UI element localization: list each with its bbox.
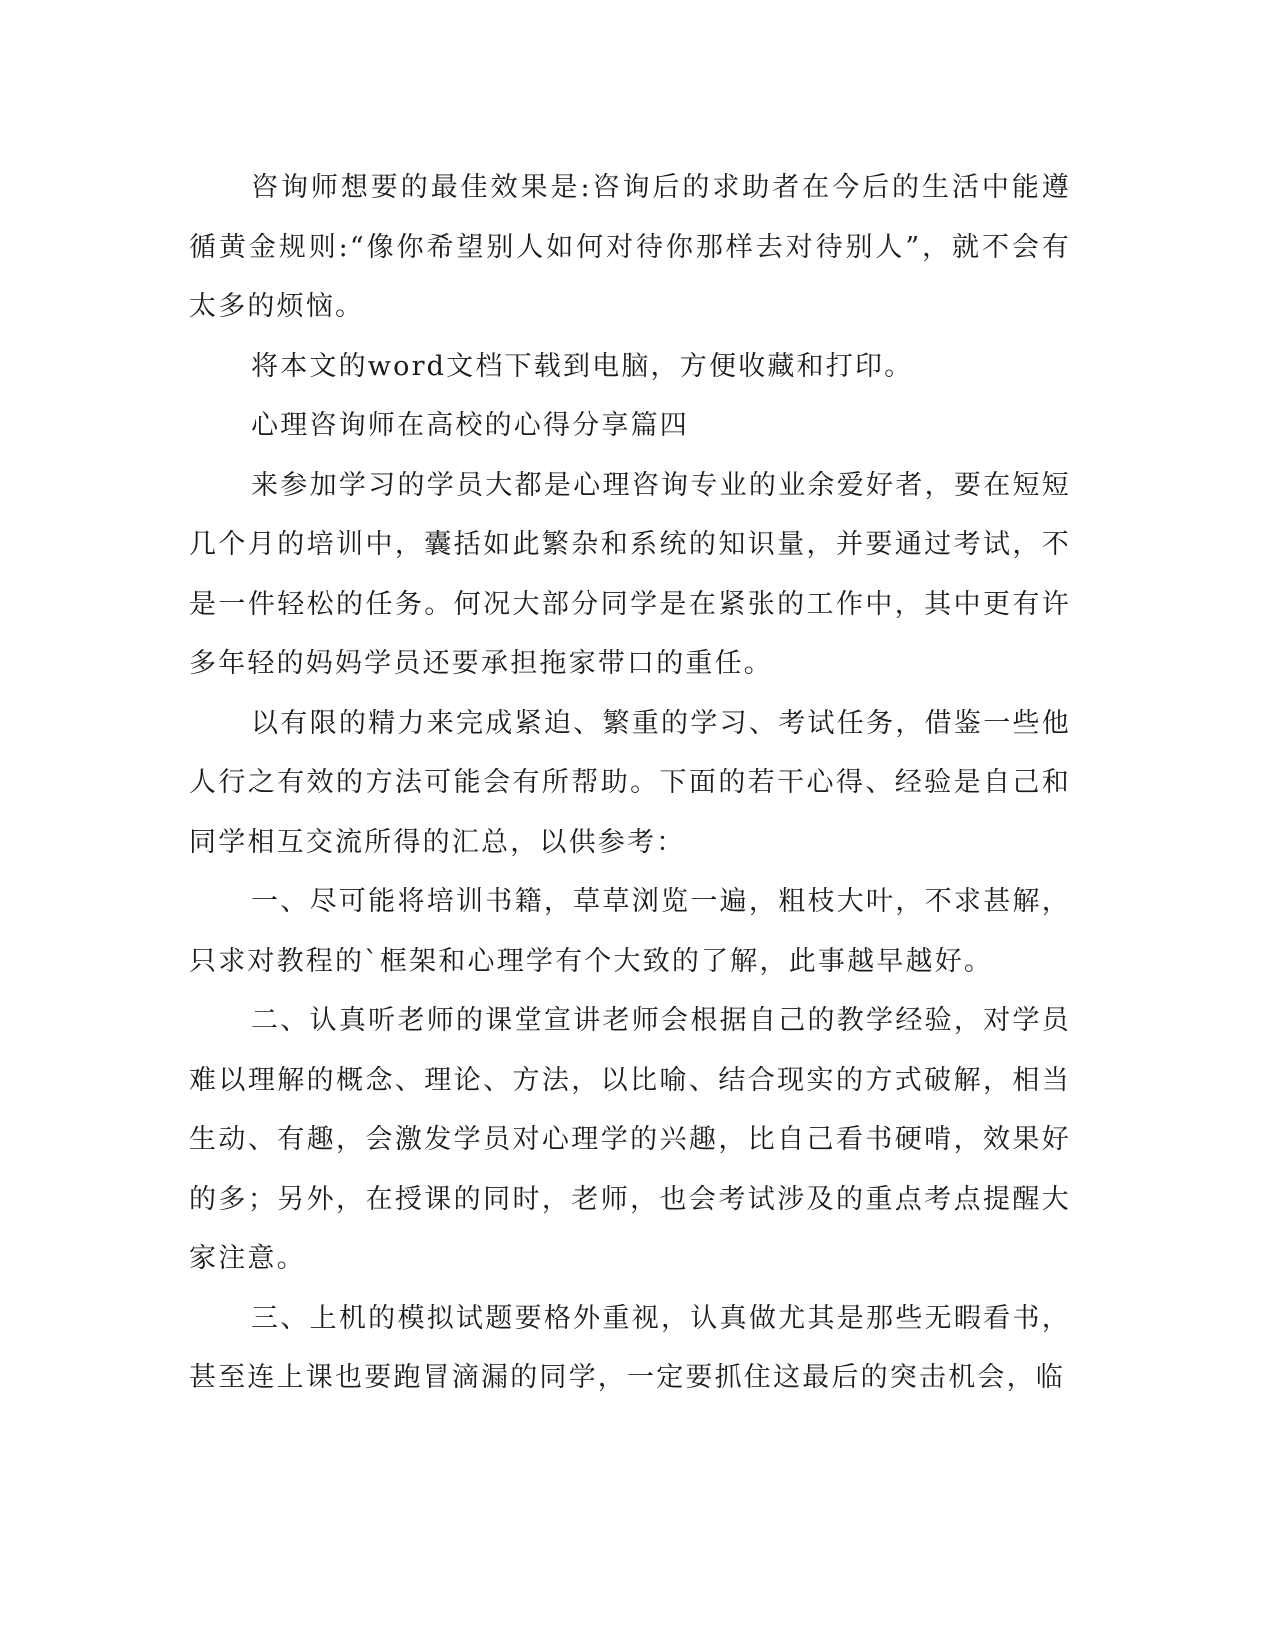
paragraph-3: 来参加学习的学员大都是心理咨询专业的业余爱好者，要在短短几个月的培训中，囊括如此繁杂和系统的知识量，并要通过考试，不是一件轻松的任务。何况大部分同学是在紧张的工作中，其中更有许多年轻的妈妈学员还要承担拖家带口的重任。 <box>189 469 1071 679</box>
paragraph-6: 二、认真听老师的课堂宣讲老师会根据自己的教学经验，对学员难以理解的概念、理论、方法，以比喻、结合现实的方式破解，相当生动、有趣，会激发学员对心理学的兴趣，比自己看书硬啃，效果好的多；另外，在授课的同时，老师，也会考试涉及的重点考点提醒大家注意。 <box>189 1005 1071 1274</box>
paragraph-4: 以有限的精力来完成紧迫、繁重的学习、考试任务，借鉴一些他人行之有效的方法可能会有所帮助。下面的若干心得、经验是自己和同学相互交流所得的汇总，以供参考： <box>189 707 1071 858</box>
document-body <box>189 158 1071 1408</box>
paragraph-5: 一、尽可能将培训书籍，草草浏览一遍，粗枝大叶，不求甚解，只求对教程的`框架和心理学有个大致的了解，此事越早越好。 <box>189 886 1071 977</box>
paragraph-7: 三、上机的模拟试题要格外重视，认真做尤其是那些无暇看书，甚至连上课也要跑冒滴漏的同学，一定要抓住这最后的突击机会，临 <box>189 1302 1071 1393</box>
paragraph-2: 将本文的word文档下载到电脑，方便收藏和打印。 <box>251 350 914 382</box>
paragraph-1: 咨询师想要的最佳效果是:咨询后的求助者在今后的生活中能遵循黄金规则:“像你希望别人如何对待你那样去对待别人”，就不会有太多的烦恼。 <box>189 172 1071 322</box>
section-heading: 心理咨询师在高校的心得分享篇四 <box>251 410 689 441</box>
